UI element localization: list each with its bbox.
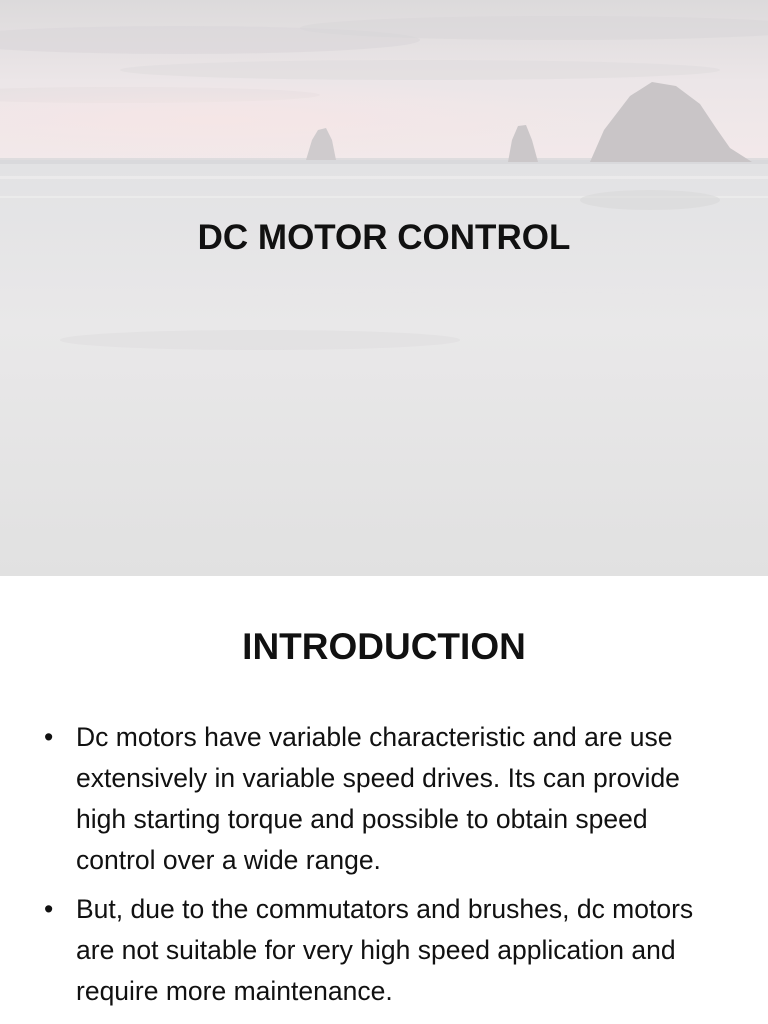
bullet-icon: • (44, 722, 54, 752)
bullet-list (40, 717, 730, 1020)
list-item (40, 889, 730, 1012)
list-item (40, 717, 730, 881)
slide-heading: INTRODUCTION (242, 626, 526, 667)
bullet-text: Dc motors have variable characteristic and are use extensively in variable speed drives. Its can provide high starting torque and possible to obtain speed control over a wide range. (76, 722, 680, 875)
bullet-text: But, due to the commutators and brushes, dc motors are not suitable for very high speed application and require more maintenance. (76, 894, 694, 1006)
introduction-slide (0, 576, 768, 1024)
slide-title: DC MOTOR CONTROL (197, 218, 571, 257)
bullet-icon: • (44, 894, 54, 924)
